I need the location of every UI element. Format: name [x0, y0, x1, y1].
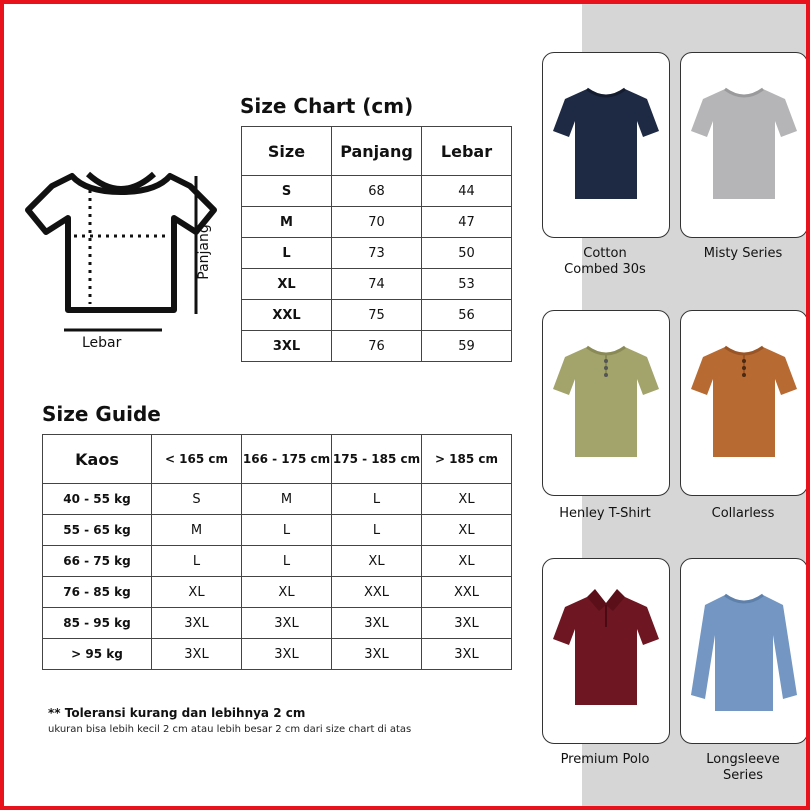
size-cell: XL [152, 577, 242, 608]
table-row [43, 639, 512, 670]
table-row [43, 546, 512, 577]
weight-cell: 66 - 75 kg [43, 546, 152, 577]
size-cell: S [242, 176, 332, 207]
table-row [242, 238, 512, 269]
size-cell: XXL [242, 300, 332, 331]
lebar-label: Lebar [82, 335, 122, 351]
henley-icon [551, 337, 661, 467]
header-size: Size [242, 127, 332, 176]
size-cell: XXL [332, 577, 422, 608]
size-cell: M [242, 484, 332, 515]
table-row [242, 269, 512, 300]
size-cell: XL [242, 577, 332, 608]
size-cell: XXL [422, 577, 512, 608]
panjang-cell: 75 [332, 300, 422, 331]
tshirt-diagram-icon [22, 164, 222, 334]
henley-icon [689, 337, 799, 467]
panjang-cell: 70 [332, 207, 422, 238]
header-lebar: Lebar [422, 127, 512, 176]
product-label-line: Series [723, 768, 763, 783]
table-row [242, 331, 512, 362]
product-label-collarless: Collarless [711, 506, 775, 521]
size-cell: L [152, 546, 242, 577]
product-label-line: Combed 30s [564, 262, 646, 277]
weight-cell: 76 - 85 kg [43, 577, 152, 608]
product-card-polo[interactable] [542, 558, 670, 744]
polo-icon [551, 585, 661, 715]
size-guide-title: Size Guide [42, 402, 161, 426]
size-cell: 3XL [332, 639, 422, 670]
product-card-misty[interactable] [680, 52, 808, 238]
size-cell: XL [422, 484, 512, 515]
tolerance-note-text: ukuran bisa lebih kecil 2 cm atau lebih besar 2 cm dari size chart di atas [48, 724, 412, 735]
size-cell: L [242, 546, 332, 577]
table-row [242, 300, 512, 331]
tolerance-note-title: ** Toleransi kurang dan lebihnya 2 cm [48, 706, 306, 720]
product-label-line: Cotton [583, 246, 627, 261]
lebar-cell: 53 [422, 269, 512, 300]
product-card-cotton[interactable] [542, 52, 670, 238]
size-guide-table [42, 434, 512, 670]
lebar-cell: 47 [422, 207, 512, 238]
product-label-polo: Premium Polo [560, 752, 650, 767]
product-card-henley[interactable] [542, 310, 670, 496]
size-cell: S [152, 484, 242, 515]
header-height: 166 - 175 cm [242, 435, 332, 484]
lebar-cell: 56 [422, 300, 512, 331]
panjang-cell: 76 [332, 331, 422, 362]
panjang-cell: 74 [332, 269, 422, 300]
tshirt-icon [689, 79, 799, 209]
header-height: 175 - 185 cm [332, 435, 422, 484]
size-cell: 3XL [332, 608, 422, 639]
size-cell: XL [332, 546, 422, 577]
size-cell: 3XL [422, 608, 512, 639]
longsleeve-icon [689, 585, 799, 725]
size-cell: M [242, 207, 332, 238]
size-cell: 3XL [242, 608, 332, 639]
table-row [242, 176, 512, 207]
size-cell: XL [242, 269, 332, 300]
size-cell: L [242, 238, 332, 269]
size-cell: 3XL [152, 639, 242, 670]
table-header-row [43, 435, 512, 484]
product-label-misty: Misty Series [703, 246, 783, 261]
size-cell: L [332, 515, 422, 546]
product-label-longsleeve [673, 752, 810, 784]
size-cell: 3XL [242, 331, 332, 362]
table-row [43, 515, 512, 546]
size-cell: L [242, 515, 332, 546]
size-chart-title: Size Chart (cm) [240, 94, 414, 118]
weight-cell: > 95 kg [43, 639, 152, 670]
panjang-cell: 68 [332, 176, 422, 207]
table-row [43, 608, 512, 639]
table-row [242, 207, 512, 238]
table-row [43, 484, 512, 515]
size-chart-table [241, 126, 512, 362]
weight-cell: 55 - 65 kg [43, 515, 152, 546]
size-cell: 3XL [422, 639, 512, 670]
header-kaos: Kaos [43, 435, 152, 484]
lebar-cell: 44 [422, 176, 512, 207]
tshirt-icon [551, 79, 661, 209]
weight-cell: 85 - 95 kg [43, 608, 152, 639]
header-height: < 165 cm [152, 435, 242, 484]
table-row [43, 577, 512, 608]
panjang-label: Panjang [196, 224, 212, 280]
product-card-longsleeve[interactable] [680, 558, 808, 744]
table-header-row [242, 127, 512, 176]
size-cell: XL [422, 546, 512, 577]
panjang-cell: 73 [332, 238, 422, 269]
size-cell: 3XL [152, 608, 242, 639]
product-card-collarless[interactable] [680, 310, 808, 496]
size-cell: M [152, 515, 242, 546]
header-panjang: Panjang [332, 127, 422, 176]
size-cell: L [332, 484, 422, 515]
product-label-line: Longsleeve [706, 752, 780, 767]
product-label-henley: Henley T-Shirt [559, 506, 651, 521]
tolerance-note [48, 706, 411, 735]
size-cell: 3XL [242, 639, 332, 670]
lebar-cell: 50 [422, 238, 512, 269]
size-cell: XL [422, 515, 512, 546]
weight-cell: 40 - 55 kg [43, 484, 152, 515]
lebar-cell: 59 [422, 331, 512, 362]
header-height: > 185 cm [422, 435, 512, 484]
product-label-cotton [535, 246, 675, 278]
